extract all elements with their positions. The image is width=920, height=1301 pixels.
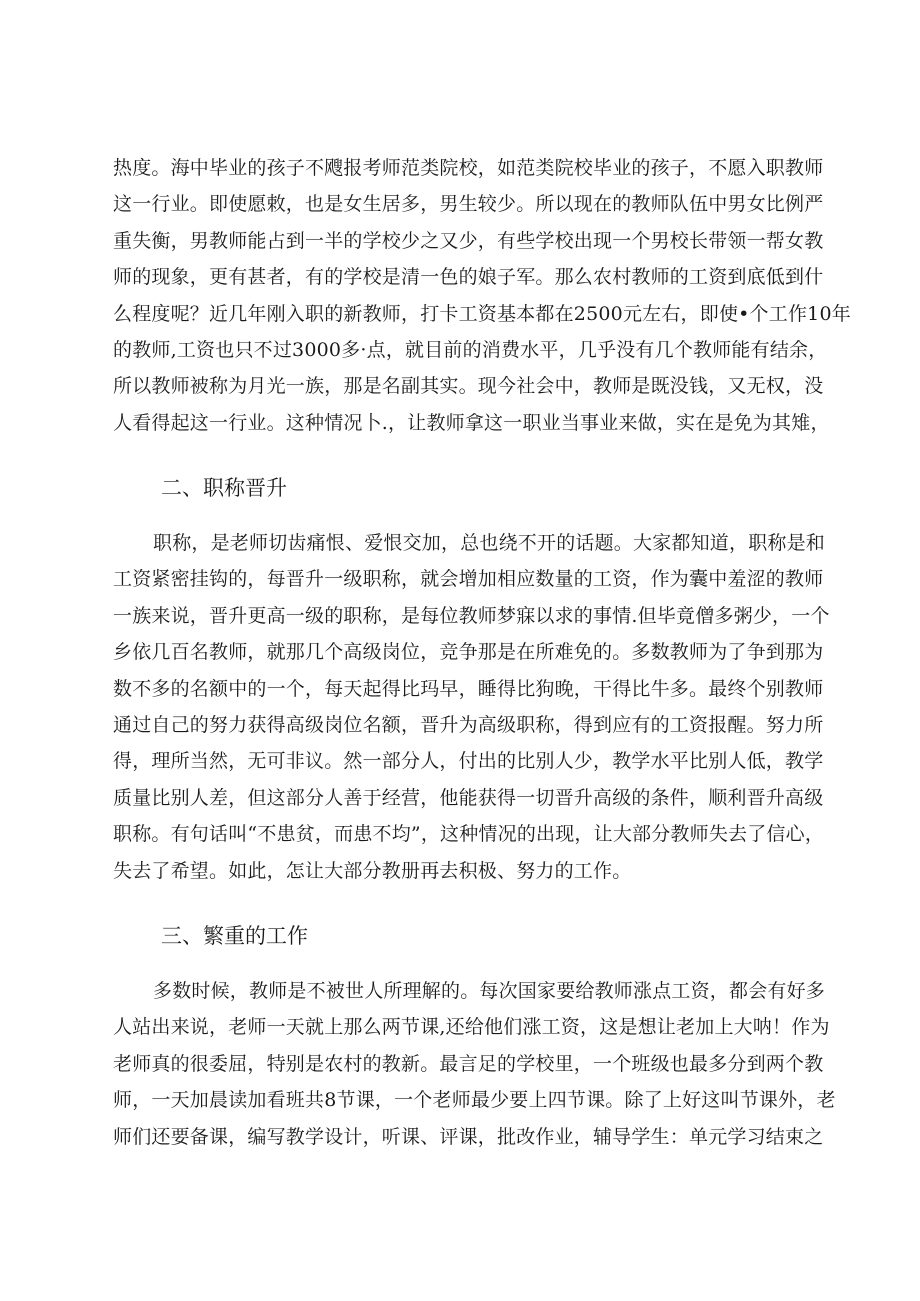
paragraph-salary: [113, 150, 851, 441]
text-line: 职称。有句话叫“不患贫，而患不均”，这种情况的出现，让大部分教师失去了信心，: [113, 823, 825, 846]
text-line: 质量比别人差，但这部分人善于经营，他能获得一切晋升高级的条件，顺利晋升高级: [113, 786, 824, 809]
text-line: 一族来说，晋升更高一级的职称，是每位教师梦寐以求的事情.但毕竟僧多粥少，一个: [113, 604, 830, 627]
text-line: 师的现象，更有甚者，有的学校是清一色的娘子军。那么农村教师的工资到底低到什: [113, 266, 824, 289]
text-line: 通过自己的努力获得高级岗位名额，晋升为高级职称，得到应有的工资报醒。努力所: [113, 713, 824, 736]
text-line: 老师真的很委屈，特别是农村的教新。最言足的学校里，一个班级也最多分到两个教: [113, 1052, 824, 1075]
text-line: 数不多的名额中的一个，每天起得比玛早，睡得比狗晚，干得比牛多。最终个别教师: [113, 677, 824, 700]
text-line: 热度。海中毕业的孩子不飕报考师范类院校，如范类院校毕业的孩子，不愿入职教师: [113, 157, 824, 179]
text-line: 这一行业。即使愿敕，也是女生居多，男生较少。所以现在的教师队伍中男女比例严: [113, 193, 824, 216]
text-line: 的教师,工资也只不过3000多·点，就目前的消费水平，几乎没有几个教师能有结余，: [113, 338, 828, 361]
text-line: 多数时候，教师是不被世人所理解的。每次国家要给教师涨点工资，都会有好多: [153, 980, 826, 1002]
section-heading-title-promotion: 二、职称晋升: [161, 476, 287, 500]
text-line: 师，一天加晨读加看班共8节课，一个老师最少要上四节课。除了上好这叫节课外，老: [113, 1089, 836, 1112]
paragraph-heavy-workload: [113, 973, 836, 1155]
text-line: 么程度呢？近几年刚入职的新教师，打卡工资基本都在2500元左右，即使•个工作10年: [113, 302, 851, 325]
text-line: 人看得起这一行业。这种情况卜.，让教师拿这一职业当事业来做，实在是免为其雉，: [113, 411, 830, 434]
text-line: 失去了希望。如此，怎让大部分教册再去积极、努力的工作。: [113, 859, 632, 882]
text-line: 人站出来说，老师一天就上那么两节课,还给他们涨工资，这是想让老加上大呐！作为: [113, 1016, 830, 1039]
text-line: 得，理所当然，无可非议。然一部分人，付出的比别人少，教学水平比别人低，教学: [113, 750, 824, 773]
text-line: 工资紧密挂钩的，每晋升一级职称，就会增加相应数量的工资，作为囊中羞涩的教师: [113, 568, 824, 591]
text-line: 乡依几百名教师，就那几个高级岗位，竞争那是在所难免的。多数教师为了争到那为: [113, 641, 824, 664]
paragraph-title-promotion: [113, 525, 830, 889]
text-line: 职称，是老师切齿痛恨、爱恨交加，总也绕不开的话题。大家都知道，职称是和: [153, 532, 826, 554]
text-line: 师们还要备课，编写教学设计，听课、评课，批改作业，辅导学生：单元学习结束之: [113, 1125, 824, 1148]
text-line: 重失衡，男教师能占到一半的学校少之又少，有些学校出现一个男校长带领一帮女教: [113, 229, 824, 252]
section-heading-heavy-workload: 三、繁重的工作: [161, 924, 308, 948]
text-line: 所以教师被称为月光一族，那是名副其实。现今社会中，教师是既没钱，又无权，没: [113, 375, 824, 398]
